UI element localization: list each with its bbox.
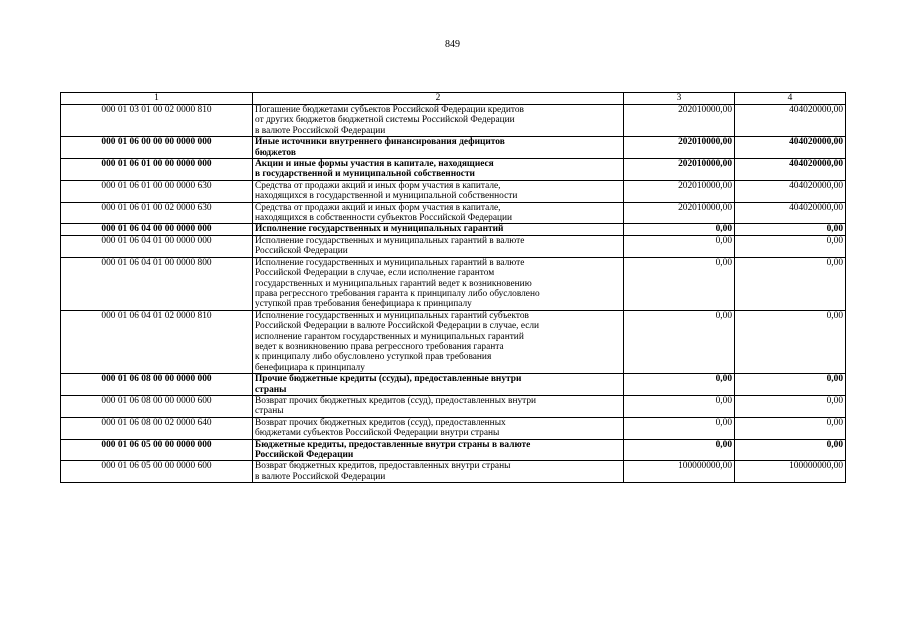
amount-col4-cell: 404020000,00 [735, 202, 846, 224]
amount-col4-cell: 0,00 [735, 439, 846, 461]
budget-code-cell: 000 01 06 05 00 00 0000 000 [61, 439, 253, 461]
amount-col4-cell: 0,00 [735, 417, 846, 439]
table-row [61, 180, 846, 202]
budget-code-cell: 000 01 06 04 01 00 0000 000 [61, 235, 253, 257]
amount-col3-cell: 202010000,00 [624, 202, 735, 224]
table-header-row [61, 93, 846, 105]
description-cell: Средства от продажи акций и иных форм участия в капитале, находящихся в государственной и муниципальной собственности [253, 180, 624, 202]
amount-col4-cell: 0,00 [735, 310, 846, 373]
amount-col3-cell: 0,00 [624, 224, 735, 235]
description-cell: Возврат бюджетных кредитов, предоставленных внутри страны в валюте Российской Федерации [253, 461, 624, 483]
budget-sources-table [60, 92, 846, 483]
description-cell: Исполнение государственных и муниципальных гарантий в валюте Российской Федерации [253, 235, 624, 257]
table-row [61, 235, 846, 257]
column-header: 3 [624, 93, 735, 105]
column-header: 2 [253, 93, 624, 105]
column-header: 4 [735, 93, 846, 105]
budget-code-cell: 000 01 06 04 00 00 0000 000 [61, 224, 253, 235]
description-cell: Акции и иные формы участия в капитале, находящиеся в государственной и муниципальной собственности [253, 159, 624, 181]
amount-col4-cell: 404020000,00 [735, 137, 846, 159]
budget-code-cell: 000 01 06 08 00 00 0000 000 [61, 374, 253, 396]
description-cell: Погашение бюджетами субъектов Российской Федерации кредитов от других бюджетов бюджетной системы Российской Федерации в валюте Российской Федерации [253, 105, 624, 137]
amount-col3-cell: 100000000,00 [624, 461, 735, 483]
budget-code-cell: 000 01 06 08 00 02 0000 640 [61, 417, 253, 439]
budget-code-cell: 000 01 06 04 01 02 0000 810 [61, 310, 253, 373]
amount-col4-cell: 0,00 [735, 257, 846, 310]
amount-col4-cell: 100000000,00 [735, 461, 846, 483]
description-cell: Исполнение государственных и муниципальных гарантий субъектов Российской Федерации в валюте Российской Федерации в случае, если исполнение гарантом государственных и муниципальных гарантий ведет к возникновению права регрессного требования гаранта к принципалу либо обусловлено уступкой прав требования бенефициара к принципалу [253, 310, 624, 373]
table-row [61, 224, 846, 235]
amount-col4-cell: 404020000,00 [735, 180, 846, 202]
description-cell: Возврат прочих бюджетных кредитов (ссуд), предоставленных внутри страны [253, 395, 624, 417]
amount-col3-cell: 0,00 [624, 374, 735, 396]
description-cell: Исполнение государственных и муниципальных гарантий в валюте Российской Федерации в случае, если исполнение гарантом государственных и муниципальных гарантий ведет к возникновению права регрессного требования гаранта к принципалу либо обусловлено уступкой прав требования бенефициара к принципалу [253, 257, 624, 310]
table-row [61, 159, 846, 181]
amount-col3-cell: 202010000,00 [624, 137, 735, 159]
description-cell: Бюджетные кредиты, предоставленные внутри страны в валюте Российской Федерации [253, 439, 624, 461]
table-row [61, 439, 846, 461]
amount-col4-cell: 404020000,00 [735, 105, 846, 137]
amount-col3-cell: 202010000,00 [624, 105, 735, 137]
table-row [61, 202, 846, 224]
amount-col3-cell: 202010000,00 [624, 159, 735, 181]
amount-col4-cell: 0,00 [735, 374, 846, 396]
amount-col4-cell: 404020000,00 [735, 159, 846, 181]
amount-col4-cell: 0,00 [735, 395, 846, 417]
amount-col3-cell: 0,00 [624, 395, 735, 417]
description-cell: Средства от продажи акций и иных форм участия в капитале, находящихся в собственности субъектов Российской Федерации [253, 202, 624, 224]
budget-code-cell: 000 01 03 01 00 02 0000 810 [61, 105, 253, 137]
budget-code-cell: 000 01 06 04 01 00 0000 800 [61, 257, 253, 310]
budget-code-cell: 000 01 06 01 00 00 0000 630 [61, 180, 253, 202]
budget-code-cell: 000 01 06 01 00 02 0000 630 [61, 202, 253, 224]
table-row [61, 105, 846, 137]
description-cell: Прочие бюджетные кредиты (ссуды), предоставленные внутри страны [253, 374, 624, 396]
table-row [61, 137, 846, 159]
table-row [61, 417, 846, 439]
amount-col4-cell: 0,00 [735, 235, 846, 257]
table-row [61, 257, 846, 310]
amount-col4-cell: 0,00 [735, 224, 846, 235]
description-cell: Возврат прочих бюджетных кредитов (ссуд), предоставленных бюджетами субъектов Российской Федерации внутри страны [253, 417, 624, 439]
description-cell: Иные источники внутреннего финансирования дефицитов бюджетов [253, 137, 624, 159]
table-row [61, 374, 846, 396]
table-row [61, 310, 846, 373]
description-cell: Исполнение государственных и муниципальных гарантий [253, 224, 624, 235]
budget-code-cell: 000 01 06 01 00 00 0000 000 [61, 159, 253, 181]
amount-col3-cell: 0,00 [624, 235, 735, 257]
table-row [61, 461, 846, 483]
budget-code-cell: 000 01 06 00 00 00 0000 000 [61, 137, 253, 159]
budget-code-cell: 000 01 06 08 00 00 0000 600 [61, 395, 253, 417]
page-number: 849 [445, 39, 460, 50]
table-row [61, 395, 846, 417]
amount-col3-cell: 0,00 [624, 417, 735, 439]
budget-code-cell: 000 01 06 05 00 00 0000 600 [61, 461, 253, 483]
amount-col3-cell: 202010000,00 [624, 180, 735, 202]
amount-col3-cell: 0,00 [624, 310, 735, 373]
amount-col3-cell: 0,00 [624, 257, 735, 310]
amount-col3-cell: 0,00 [624, 439, 735, 461]
column-header: 1 [61, 93, 253, 105]
